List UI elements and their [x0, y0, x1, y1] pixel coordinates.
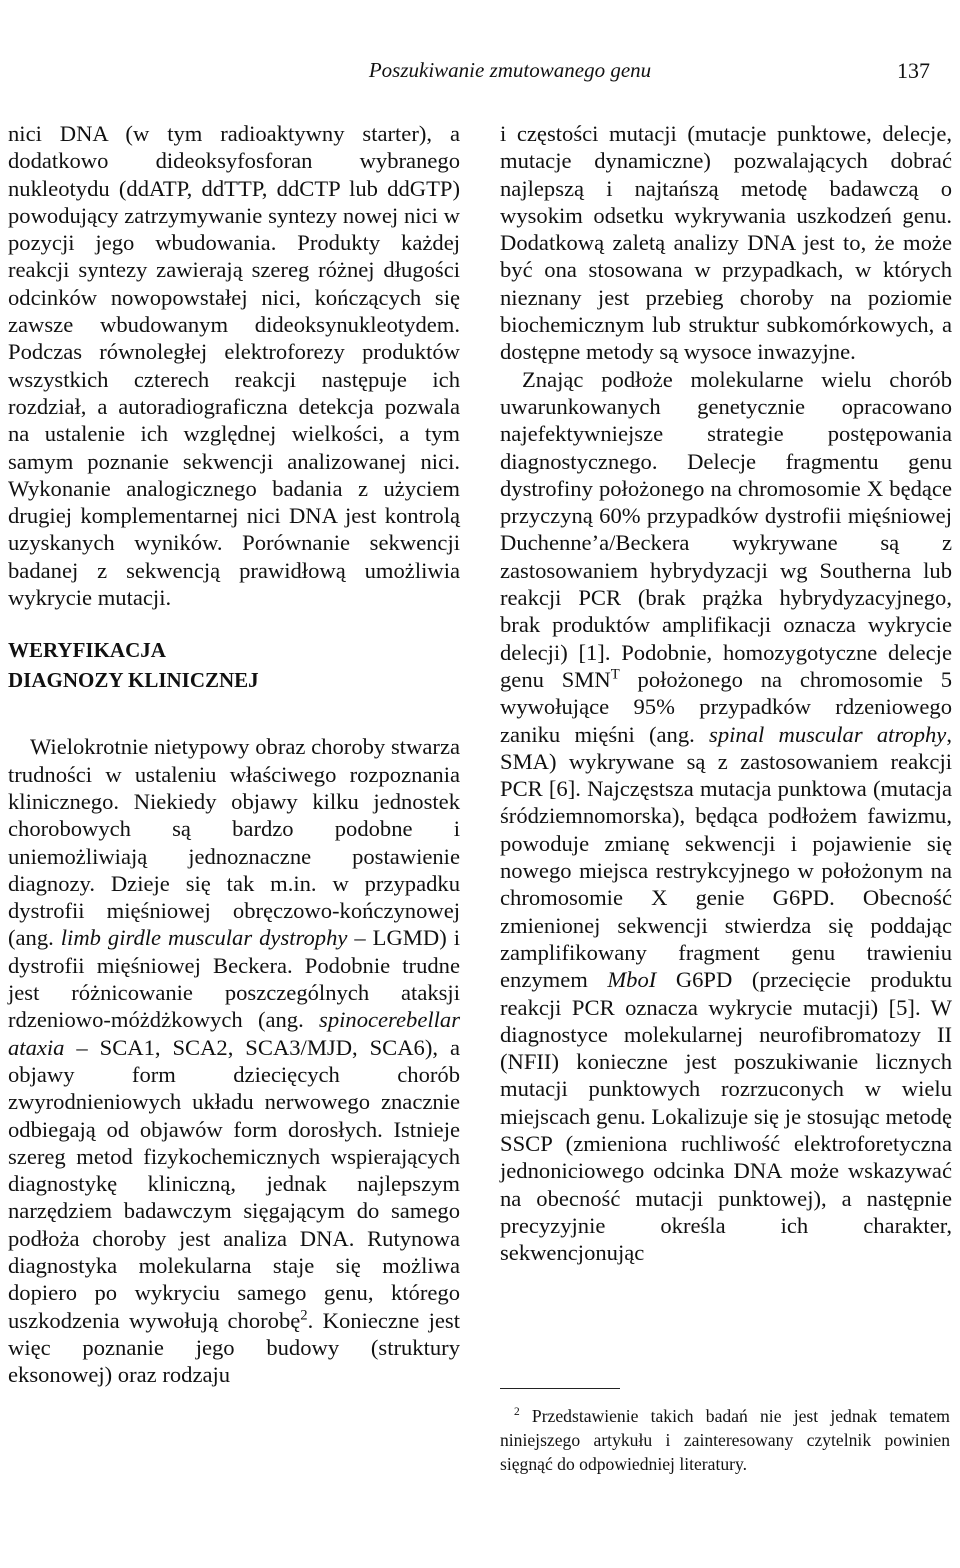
footnote-text: Przedstawienie takich badań nie jest jednak tematem niniejszego artykułu i zainteresowany czytelnik powinien sięgnąć do odpowiedniej literatury. — [500, 1406, 950, 1474]
paragraph-text: – LGMD) i dystrofii mięśniowej Beckera. Podobnie trudne jest różnicowanie poszczególnych ataksji rdzeniowo-móżdżkowych (ang. — [8, 925, 460, 1033]
section-heading-line-2: DIAGNOZY KLINICZNEJ — [8, 668, 259, 693]
left-column — [8, 120, 460, 1388]
paragraph-text: , SMA) wykrywane są z zastosowaniem reakcji PCR [6]. Najczęstsza mutacja punktowa (mutacja śródziemnomorska), będąca podłożem fawizmu, powoduje zmianę sekwencji i pojawienie się nowego miejsca restrykcyjnego w położonym na chromosomie X genie G6PD. Obecność zmienionej sekwencji stwierdza się poddając zamplifikowany fragment genu trawieniu enzymem — [500, 721, 952, 993]
paragraph-text: – SCA1, SCA2, SCA3/MJD, SCA6), a objawy form dziecięcych chorób zwyrodnieniowych układu nerwowego znacznie odbiegają od objawów form dorosłych. Istnieje szereg metod fizykochemicznych wspierających diagnostykę kliniczną, jednak najlepszym narzędziem badawczym sięgającym do samego podłoża choroby jest analiza DNA. Rutynowa diagnostyka molekularna staje się możliwa dopiero po wykryciu samego genu, którego uszkodzenia wywołują chorobę — [8, 1034, 460, 1333]
paragraph-text: . Konieczne jest więc poznanie jego budowy (struktury eksonowej) oraz rodzaju — [8, 1307, 461, 1388]
term-sma: spinal muscular atrophy — [709, 721, 947, 747]
paragraph-text: i częstości mutacji (mutacje punktowe, delecje, mutacje dynamiczne) pozwalających dobrać najlepszą i najtańszą metodę badawczą o wysokim odsetku wykrywania uszkodzeń genu. Dodatkową zaletą analizy DNA jest to, że może być ona stosowana w przypadkach, w których nieznany jest przebieg choroby na poziomie biochemicznym lub struktur subkomórkowych, a dostępne metody są wysoce inwazyjne. — [500, 121, 952, 365]
term-enzyme: MboI — [607, 967, 657, 993]
paragraph-diagnostic-strategies — [500, 366, 952, 1267]
footnote-divider — [500, 1388, 620, 1389]
right-column — [500, 120, 952, 1266]
superscript-t: T — [610, 666, 620, 683]
paragraph-clinical-diagnosis — [8, 733, 460, 1388]
paragraph-sequencing-continued — [8, 120, 460, 611]
running-title: Poszukiwanie zmutowanego genu — [368, 58, 652, 82]
paragraph-text: nici DNA (w tym radioaktywny starter), a dodatkowo dideoksyfosforan wybranego nukleotydu (ddATP, ddTTP, ddCTP lub ddGTP) powodujący zatrzymywanie syntezy nowej nici w pozycji jego wbudowania. Produkty każdej reakcji syntezy zawierają szereg różnej długości odcinków nowopowstałej nici, kończących się zawsze wbudowanym dideoksynukleotydem. Podczas równoległej elektroforezy produktów wszystkich czterech reakcji następuje ich rozdział, a autoradiograficzna detekcja pozwala na ustalenie ich względnej wielkości, a tym samym poznanie sekwencji analizowanej nici. Wykonanie analogicznego badania z użyciem drugiej komplementarnej nici DNA jest kontrolą uzyskanych wyników. Porównanie sekwencji badanej z sekwencją prawidłową umożliwia wykrycie mutacji. — [8, 121, 460, 611]
term-lgmd: limb girdle muscular dystrophy — [60, 925, 348, 951]
footnote-reference: 2 — [300, 1307, 308, 1324]
term-sca: spinocerebellar ataxia — [8, 1007, 460, 1060]
paragraph-text: położonego na chromosomie 5 wywołujące 95% przypadków rdzeniowego zaniku mięśni (ang. — [500, 666, 952, 747]
paragraph-mutation-frequency — [500, 120, 952, 366]
section-heading — [8, 635, 460, 695]
paragraph-text: Wielokrotnie nietypowy obraz choroby stwarza trudności w ustaleniu właściwego rozpoznania klinicznego. Niekiedy objawy kilku jednostek chorobowych są bardzo podobne i uniemożliwiają jednoznaczne postawienie diagnozy. Dzieje się tak m.in. w przypadku dystrofii mięśniowej obręczowo-kończynowej (ang. — [8, 734, 460, 951]
footnote-mark: 2 — [514, 1406, 520, 1419]
footnote — [500, 1404, 950, 1476]
section-heading-line-1: WERYFIKACJA — [8, 638, 166, 663]
page-number: 137 — [897, 58, 930, 83]
paragraph-text: G6PD (przecięcie produktu reakcji PCR oznacza wykrycie mutacji) [5]. W diagnostyce molekularnej neurofibromatozy II (NFII) konieczne jest poszukiwanie licznych mutacji punktowych rozrzuconych w wielu miejscach genu. Lokalizuje się je stosując metodę SSCP (zmieniona ruchliwość elektroforetyczna jednoniciowego odcinka DNA może wskazywać na obecność mutacji punktowej), a następnie precyzyjnie określa ich charakter, sekwencjonując — [500, 967, 952, 1266]
paragraph-text: Znając podłoże molekularne wielu chorób uwarunkowanych genetycznie opracowano najefektywniejsze strategie postępowania diagnostycznego. Delecje fragmentu genu dystrofiny położonego na chromosomie X będące przyczyną 60% przypadków dystrofii mięśniowej Duchenne’a/Beckera wykrywane są z zastosowaniem hybrydyzacji wg Southerna lub reakcji PCR (brak prążka hybrydyzacyjnego, brak produktów amplifikacji oznacza wykrycie delecji) [1]. Podobnie, homozygotyczne delecje genu SMN — [500, 366, 952, 692]
